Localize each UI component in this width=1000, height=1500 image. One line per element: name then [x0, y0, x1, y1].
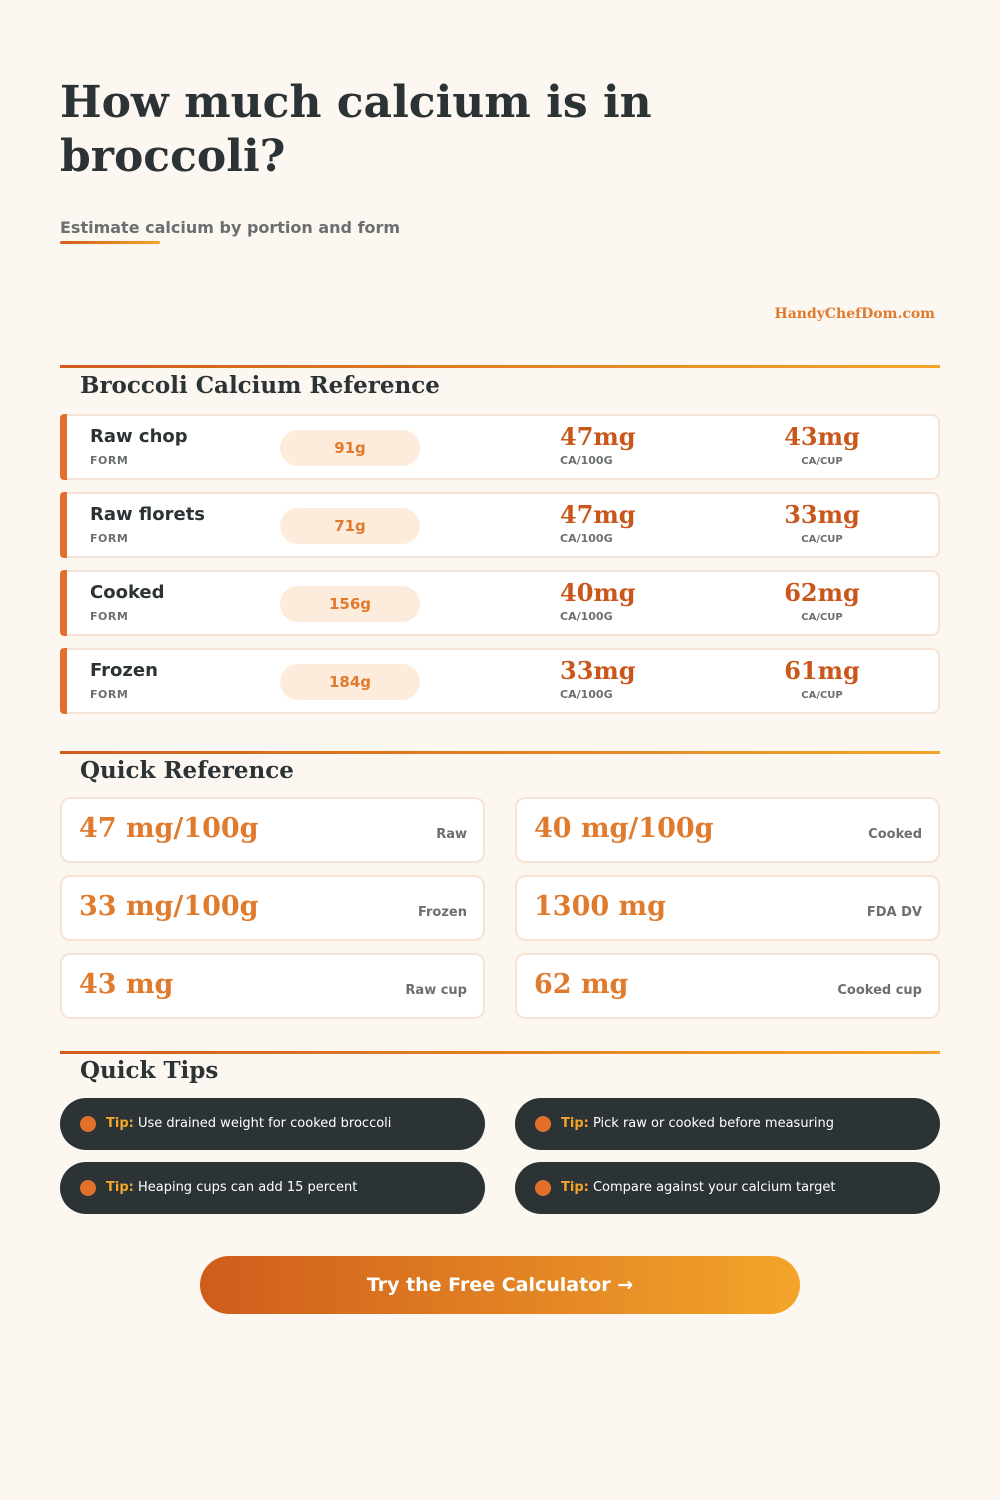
row-accent-bar: [60, 414, 67, 480]
free-calculator-button[interactable]: Try the Free Calculator →: [200, 1256, 800, 1314]
reference-row: [60, 492, 940, 558]
quick-reference-card: [515, 797, 940, 863]
per-100g-label: CA/100G: [560, 610, 613, 623]
page-title: How much calcium is in broccoli?: [60, 77, 652, 182]
quick-label: Cooked cup: [837, 983, 922, 998]
tip-prefix: Tip:: [106, 1180, 134, 1195]
calcium-per-cup: 62mg: [784, 578, 860, 607]
tip-item: [515, 1162, 940, 1214]
quick-label: Frozen: [417, 905, 467, 920]
form-label: FORM: [90, 454, 129, 467]
tip-text: Heaping cups can add 15 percent: [137, 1180, 358, 1195]
calcium-per-cup: 43mg: [784, 422, 860, 451]
per-cup-label: CA/CUP: [801, 690, 843, 701]
calcium-per-cup: 33mg: [784, 500, 860, 529]
weight-pill: 184g: [280, 664, 420, 700]
quick-value: 40 mg/100g: [534, 813, 714, 844]
row-accent-bar: [60, 570, 67, 636]
reference-section-title: Broccoli Calcium Reference: [80, 372, 440, 399]
per-100g-label: CA/100G: [560, 532, 613, 545]
section-divider: [60, 1051, 940, 1054]
calcium-per-100g: 40mg: [560, 578, 636, 607]
quick-value: 33 mg/100g: [79, 891, 259, 922]
tip-prefix: Tip:: [561, 1180, 589, 1195]
tip-item: [515, 1098, 940, 1150]
weight-pill: 156g: [280, 586, 420, 622]
quick-label: Raw cup: [405, 983, 467, 998]
quick-value: 62 mg: [534, 969, 629, 1000]
quick-label: Raw: [436, 827, 467, 842]
tip-bullet-icon: [535, 1180, 551, 1196]
form-name: Raw chop: [90, 426, 188, 447]
section-divider: [60, 751, 940, 754]
section-divider: [60, 365, 940, 368]
quick-value: 43 mg: [79, 969, 174, 1000]
tip-text: Use drained weight for cooked broccoli: [137, 1116, 392, 1131]
calcium-per-100g: 33mg: [560, 656, 636, 685]
weight-pill: 91g: [280, 430, 420, 466]
reference-row: [60, 648, 940, 714]
form-label: FORM: [90, 532, 129, 545]
tip-prefix: Tip:: [561, 1116, 589, 1131]
tip-item: [60, 1162, 485, 1214]
calcium-per-100g: 47mg: [560, 422, 636, 451]
weight-pill: 71g: [280, 508, 420, 544]
quick-reference-card: [515, 875, 940, 941]
subtitle-underline: [60, 241, 160, 244]
row-accent-bar: [60, 648, 67, 714]
tip-bullet-icon: [80, 1180, 96, 1196]
tip-prefix: Tip:: [106, 1116, 134, 1131]
calcium-per-100g: 47mg: [560, 500, 636, 529]
form-name: Frozen: [90, 660, 158, 681]
per-cup-label: CA/CUP: [801, 534, 843, 545]
row-accent-bar: [60, 492, 67, 558]
calcium-per-cup: 61mg: [784, 656, 860, 685]
quick-label: Cooked: [868, 827, 922, 842]
quick-reference-card: [60, 797, 485, 863]
tip-bullet-icon: [535, 1116, 551, 1132]
quick-reference-card: [60, 875, 485, 941]
tip-bullet-icon: [80, 1116, 96, 1132]
quick-reference-card: [60, 953, 485, 1019]
quick-label: FDA DV: [866, 905, 922, 920]
reference-row: [60, 570, 940, 636]
form-name: Raw florets: [90, 504, 206, 525]
tip-text: Compare against your calcium target: [592, 1180, 836, 1195]
per-100g-label: CA/100G: [560, 454, 613, 467]
quick-value: 47 mg/100g: [79, 813, 259, 844]
quick-tips-title: Quick Tips: [80, 1057, 219, 1084]
quick-reference-card: [515, 953, 940, 1019]
page-subtitle: Estimate calcium by portion and form: [60, 218, 401, 237]
tip-text: Pick raw or cooked before measuring: [592, 1116, 835, 1131]
tip-item: [60, 1098, 485, 1150]
form-name: Cooked: [90, 582, 165, 603]
reference-row: [60, 414, 940, 480]
quick-reference-title: Quick Reference: [80, 757, 294, 784]
per-cup-label: CA/CUP: [801, 456, 843, 467]
quick-value: 1300 mg: [534, 891, 666, 922]
form-label: FORM: [90, 610, 129, 623]
brand-link[interactable]: HandyChefDom.com: [774, 306, 935, 322]
per-100g-label: CA/100G: [560, 688, 613, 701]
page: [60, 0, 940, 1500]
per-cup-label: CA/CUP: [801, 612, 843, 623]
form-label: FORM: [90, 688, 129, 701]
